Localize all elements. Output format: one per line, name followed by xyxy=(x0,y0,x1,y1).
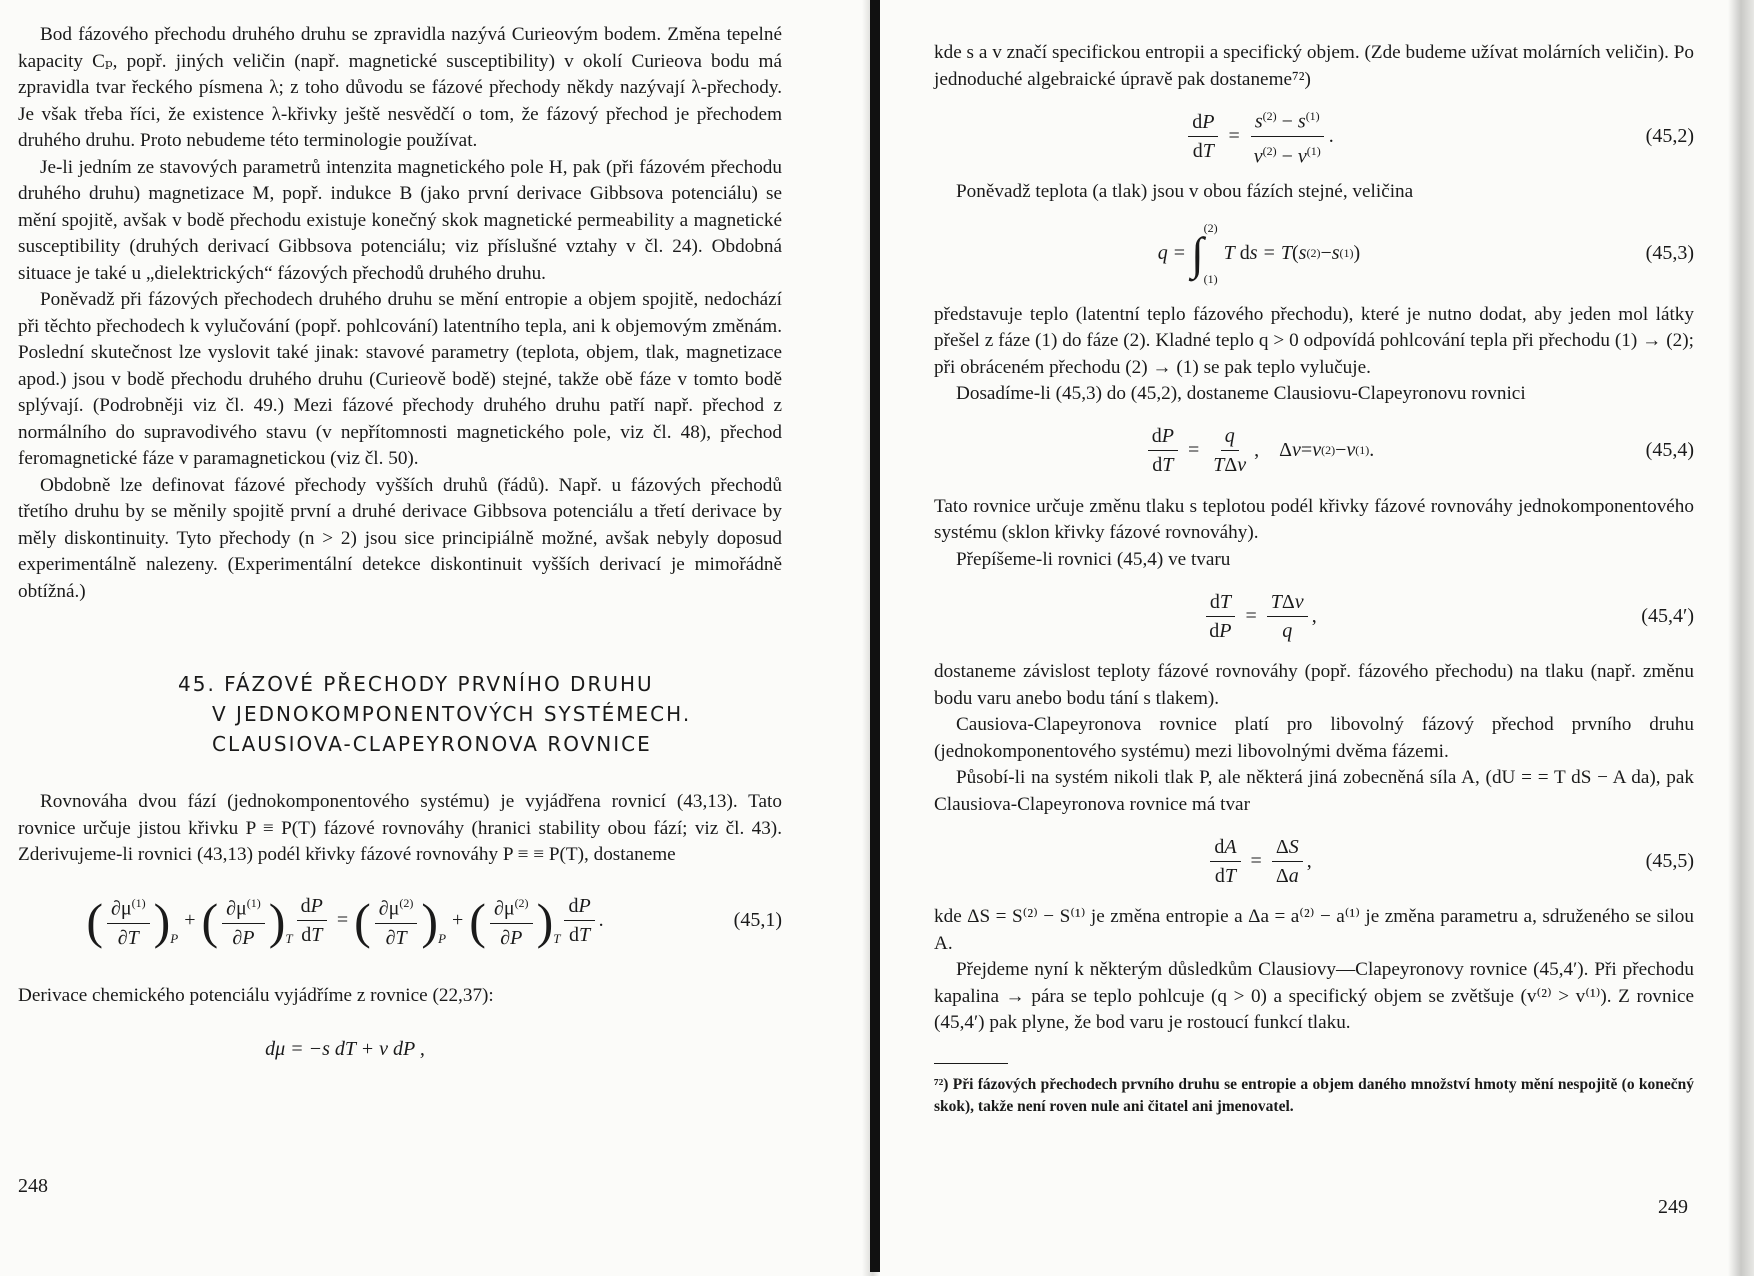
equation-45-4-number: (45,4) xyxy=(1645,439,1694,461)
equation-45-5-body: $\frac{dA}{dT}$ = $\frac{\Delta S}{\Delta a}$ , xyxy=(934,834,1584,889)
footnote-rule xyxy=(934,1063,1008,1064)
paragraph-dusledky: Přejdeme nyní k některým důsledkům Clausiovy—Clapeyronovy rovnice (45,4′). Při přechodu kapalina → pára se teplo pohlcuje (q > 0) a specifický objem se zvětšuje (v⁽²⁾ > v⁽¹⁾). Z rovnice (45,4′) pak plyne, že bod varu je rostoucí funkcí tlaku. xyxy=(934,959,1694,1033)
chapter-heading-line-2: V JEDNOKOMPONENTOVÝCH SYSTÉMECH. xyxy=(212,702,692,726)
equation-45-5 xyxy=(934,818,1694,904)
paragraph-delta-s: kde ΔS = S⁽²⁾ − S⁽¹⁾ je změna entropie a Δa = a⁽²⁾ − a⁽¹⁾ je změna parametru a, sdruženého se silou A. xyxy=(934,906,1694,954)
paragraph-causiova: Causiova-Clapeyronova rovnice platí pro libovolný fázový přechod prvního druhu (jednokomponentového systému) mezi libovolnými dvěma fázemi. xyxy=(934,714,1694,762)
footnote-72: ⁷²) Při fázových přechodech prvního druhu se entropie a objem daného množství hmoty mění nespojitě (o konečný skok), takže není roven nule ani čitatel ani jmenovatel. xyxy=(934,1075,1694,1115)
paragraph-kde-s-v: kde s a v značí specifickou entropii a specifický objem. (Zde budeme užívat molárních veličin). Po jednoduché algebraické úpravě pak dostaneme⁷²) xyxy=(934,42,1694,90)
paragraph-zavislost: dostaneme závislost teploty fázové rovnováhy (popř. fázového přechodu) na tlaku (např. změnu bodu varu anebo bodu tání s tlakem). xyxy=(934,661,1694,709)
paragraph-entropy: Poněvadž při fázových přechodech druhého druhu se mění entropie a objem spojitě, nedochází při těchto přechodech k vylučování (popř. pohlcování) latentního tepla, ani k objemovým změnám. Poslední skutečnost lze vyslovit také jinak: stavové parametry (teplota, objem, tlak, magnetizace apod.) jsou v bodě přechodu druhého druhu (Curieově bodě) stejné, takže obě fáze v tomto bodě splývají. (Podrobněji viz čl. 49.) Mezi fázové přechody druhého druhu patří např. přechod z normálního do supravodivého stavu (v nepřítomnosti magnetického pole, viz čl. 48), přechod feromagnetické fáze v paramagnetickou (viz čl. 50). xyxy=(18,289,782,469)
chapter-heading-line-3: CLAUSIOVA-CLAPEYRONOVA ROVNICE xyxy=(212,732,652,756)
equation-45-2-body: $\frac{dP}{dT}$ = $\frac{s^{(2)} - s^{(1)}}{v^{(2)} - v^{(1)}}$ . xyxy=(934,103,1584,169)
paragraph-curie: Bod fázového přechodu druhého druhu se zpravidla nazývá Curieovým bodem. Změna tepelné kapacity Cₚ, popř. jiných veličin (např. magnetické susceptibility) v okolí Curieova bodu má zpravidla tvar řeckého písmena λ; z toho důvodu se fázové přechody někdy nazývají λ-přechody. Je však třeba říci, že existence λ-křivky ještě nesvědčí o tom, že fázový přechod je přechodem druhého druhu. Proto nebudeme této terminologie používat. xyxy=(18,24,782,151)
equation-45-4-body: $\frac{dP}{dT}$ = $\frac{q}{\text{TΔv}}$ , Δ v = v (2) − v (1) . xyxy=(934,423,1584,478)
equation-dmu xyxy=(18,1009,782,1089)
paragraph-prepiseme: Přepíšeme-li rovnici (45,4) ve tvaru xyxy=(956,548,1231,570)
paragraph-latentni-teplo: představuje teplo (latentní teplo fázového přechodu), které je nutno dodat, aby jeden mol látky přešel z fáze (1) do fáze (2). Kladné teplo q > 0 odpovídá pohlcování tepla při přechodu (1) → (2); při obráceném přechodu (2) → (1) se pak teplo vylučuje. xyxy=(934,303,1694,378)
equation-45-3 xyxy=(934,206,1694,302)
chapter-heading-line-1: 45. FÁZOVÉ PŘECHODY PRVNÍHO DRUHU xyxy=(178,672,654,696)
equation-45-5-number: (45,5) xyxy=(1645,849,1694,872)
gutter-shadow-line xyxy=(870,0,880,1272)
paragraph-higher-orders: Obdobně lze definovat fázové přechody vyšších druhů (řádů). Např. u fázových přechodů třetího druhu by se měnily spojitě první a druhé derivace Gibbsova potenciálu a třetí derivace by měly diskontinuity. Tyto přechody (n > 2) jsou sice principiálně možné, avšak nebyly doposud experimentálně nalezeny. (Experimentální detekce diskontinuit vyšších derivací je mimořádně obtížná.) xyxy=(18,474,782,602)
equation-dmu-body: dμ = −s dT + v dP , xyxy=(265,1037,425,1060)
paragraph-derivace: Derivace chemického potenciálu vyjádříme z rovnice (22,37): xyxy=(18,984,494,1006)
paragraph-dosadime: Dosadíme-li (45,3) do (45,2), dostaneme Clausiovu-Clapeyronovu rovnici xyxy=(956,383,1526,404)
paragraph-teplota: Poněvadž teplota (a tlak) jsou v obou fázích stejné, veličina xyxy=(956,181,1414,202)
equation-45-3-number: (45,3) xyxy=(1645,242,1694,264)
equation-45-4-prime-number: (45,4′) xyxy=(1641,604,1694,627)
equation-45-4 xyxy=(934,408,1694,494)
equation-45-1-number: (45,1) xyxy=(733,909,782,931)
page-edge-shadow xyxy=(1728,0,1754,1276)
equation-45-1-body: ( $\frac{\partial\mu^{(1)}}{\partial T}$ ) P + ( $\frac{\partial\mu^{(1)}}{\partial P}$ ) T $\frac{dP}{dT}$ = ( $\frac{\partial\mu^{(2)}}{\partial T}$ ) P + ( $\frac{\partial\mu^{(2)}}{\partial P}$ ) T $\frac{dP}{dT}$ . xyxy=(18,890,672,951)
page-number-right: 249 xyxy=(1658,1196,1688,1218)
right-page xyxy=(880,0,1754,1276)
equation-45-2 xyxy=(934,93,1694,179)
paragraph-magnetic: Je-li jedním ze stavových parametrů intenzita magnetického pole H, pak (při fázovém přechodu druhého druhu) magnetizace M, popř. indukce B (jako první derivace Gibbsova potenciálu) se mění spojitě, avšak v bodě přechodu existuje konečný skok magnetické permeability a magnetické susceptibility (druhých derivací Gibbsova potenciálu; viz příslušné vztahy v čl. 24). Obdobná situace je také u „dielektrických“ fázových přechodů druhého druhu. xyxy=(18,156,782,284)
chapter-heading xyxy=(178,669,782,759)
paragraph-pusobi: Působí-li na systém nikoli tlak P, ale některá jiná zobecněná síla A, (dU = = T dS − A da), pak Clausiova-Clapeyronova rovnice má tvar xyxy=(934,767,1694,815)
left-page xyxy=(0,0,862,1276)
equation-45-2-number: (45,2) xyxy=(1645,124,1694,147)
paragraph-rovnovaha: Rovnováha dvou fází (jednokomponentového systému) je vyjádřena rovnicí (43,13). Tato rovnice určuje jistou křivku P ≡ P(T) fázové rovnováhy (hranici stability obou fází; viz čl. 43). Zderivujeme-li rovnici (43,13) podél křivky fázové rovnováhy P ≡ ≡ P(T), dostaneme xyxy=(18,791,782,865)
equation-45-1 xyxy=(18,869,782,973)
paragraph-tato-rovnice: Tato rovnice určuje změnu tlaku s teplotou podél křivky fázové rovnováhy jednokomponentového systému (sklon křivky fázové rovnováhy). xyxy=(934,495,1694,543)
equation-45-3-body: q = ∫ (2) (1) T d s = T ( s (2) − s (1) ) xyxy=(1157,220,1361,286)
equation-45-4-prime-body: $\frac{dT}{dP}$ = $\frac{\text{TΔv}}{q}$ , xyxy=(934,589,1584,644)
equation-45-4-prime xyxy=(934,573,1694,659)
page-number-left: 248 xyxy=(18,1175,48,1197)
